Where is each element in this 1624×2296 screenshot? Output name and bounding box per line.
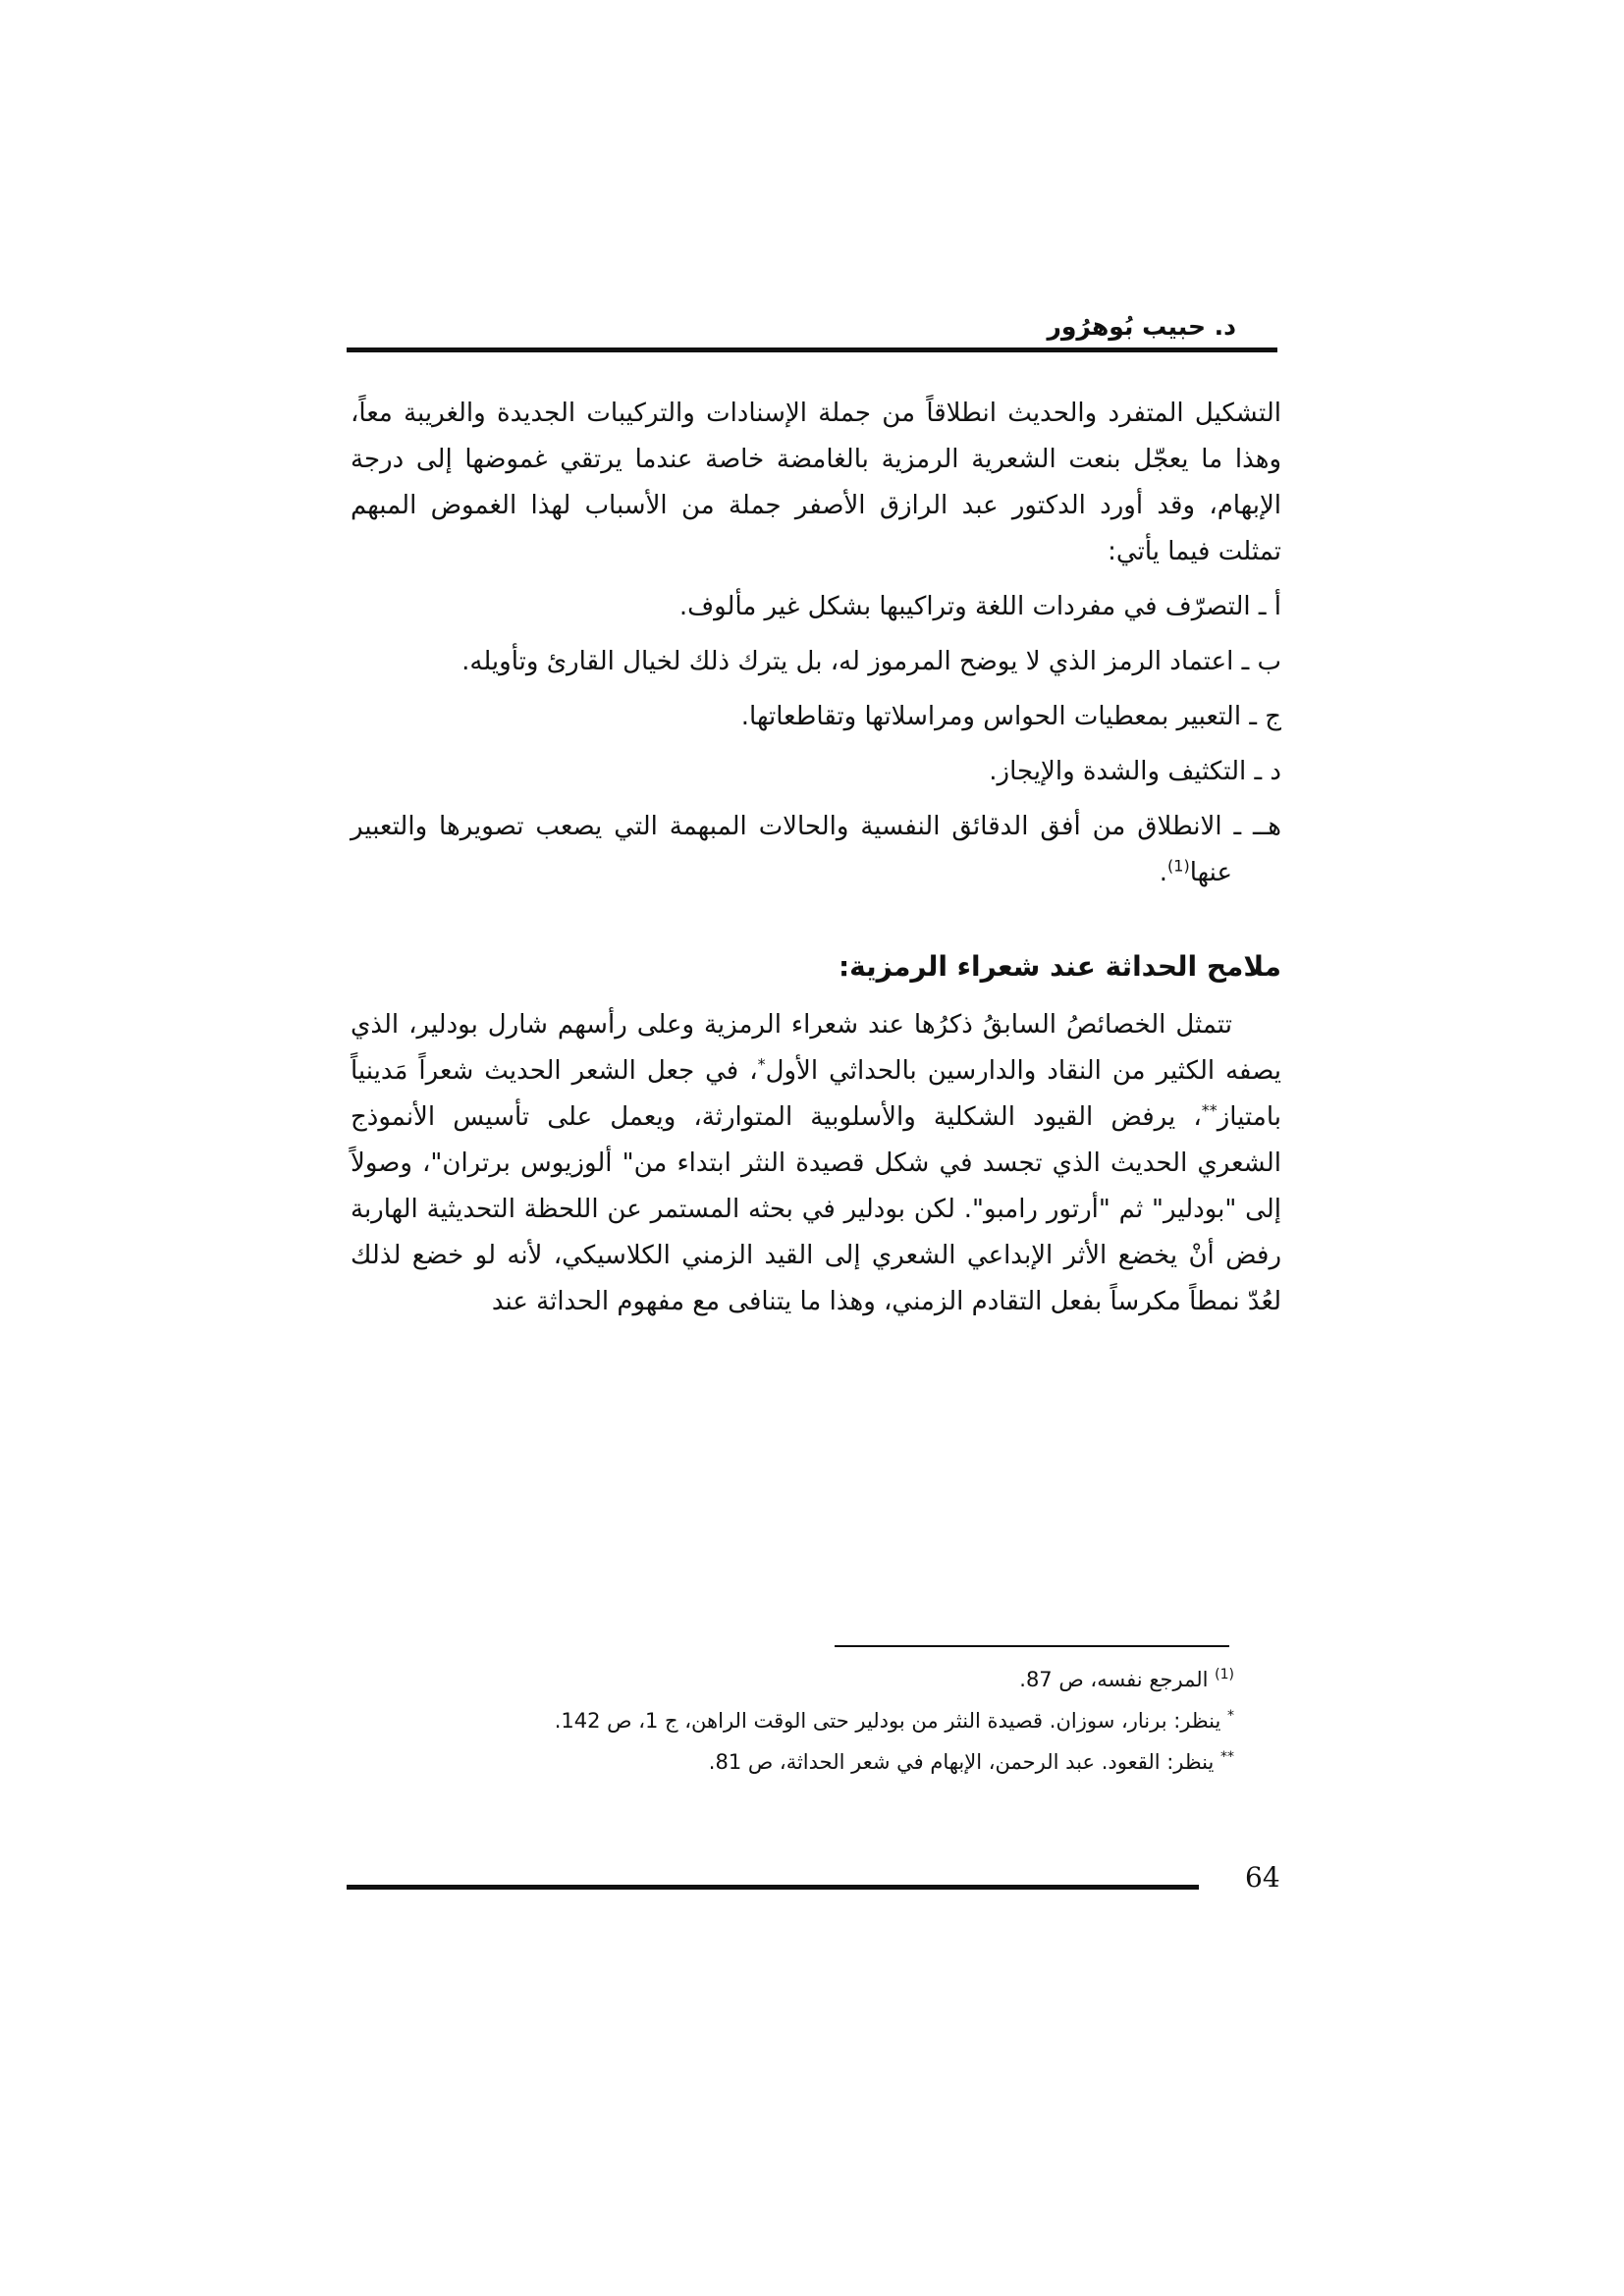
footnote	[400, 1741, 1234, 1783]
footnote-ref: *	[757, 1054, 766, 1074]
footnote-rule	[835, 1645, 1229, 1647]
list-item	[351, 804, 1281, 896]
footnote-ref: **	[1201, 1100, 1218, 1120]
intro-paragraph: التشكيل المتفرد والحديث انطلاقاً من جملة الإسنادات والتركيبات الجديدة والغريبة معاً، وهذا ما يعجّل بنعت الشعرية الرمزية بالغامضة خاصة عندما يرتقي غموضها إلى درجة الإبهام، وقد أورد الدكتور عبد الرازق الأصفر جملة من الأسباب لهذا الغموض المبهم تمثلت فيما يأتي:	[351, 399, 1281, 566]
page-number: 64	[1245, 1861, 1280, 1894]
list-item-tail: .	[1159, 858, 1168, 887]
list-item: أ ـ التصرّف في مفردات اللغة وتراكيبها بشكل غير مألوف.	[678, 592, 1281, 621]
list-item: ب ـ اعتماد الرمز الذي لا يوضح المرموز له، بل يترك ذلك لخيال القارئ وتأويله.	[461, 647, 1281, 676]
list-item-text: هــ ـ الانطلاق من أفق الدقائق النفسية والحالات المبهمة التي يصعب تصويرها والتعبير عنها	[351, 812, 1281, 887]
paragraph-text: تتمثل الخصائصُ السابقُ ذكرُها عند شعراء الرمزية وعلى رأسهم شارل بودلير، الذي يصفه الكثير من النقاد والدارسين بالحداثي الأول	[351, 1010, 1281, 1086]
footnote	[400, 1659, 1234, 1700]
footnote-mark: **	[1220, 1749, 1234, 1765]
footnote-text: ينظر: القعود. عبد الرحمن، الإبهام في شعر الحداثة، ص 81.	[708, 1750, 1215, 1774]
footer-rule	[347, 1885, 1199, 1890]
body-paragraph	[351, 1002, 1281, 1325]
footnote-text: المرجع نفسه، ص 87.	[1019, 1668, 1209, 1691]
footnotes	[400, 1659, 1234, 1783]
footnote-mark: *	[1227, 1708, 1234, 1724]
paragraph-text: ، يرفض القيود الشكلية والأسلوبية المتوارثة، ويعمل على تأسيس الأنموذج الشعري الحديث الذي تجسد في شكل قصيدة النثر ابتداء من" ألوزيوس برتران"، وصولاً إلى "بودلير" ثم "أرتور رامبو". لكن بودلير في بحثه المستمر عن اللحظة التحديثية الهاربة رفض أنْ يخضع الأثر الإبداعي الشعري إلى القيد الزمني الكلاسيكي، لأنه لو خضع لذلك لعُدّ نمطاً مكرساً بفعل التقادم الزمني، وهذا ما يتنافى مع مفهوم الحداثة عند	[351, 1102, 1281, 1316]
body-text	[351, 391, 1281, 1325]
running-header-author: د. حبيب بُوهرُور	[1047, 312, 1236, 341]
footnote-ref: (1)	[1167, 856, 1190, 876]
section-heading: ملامح الحداثة عند شعراء الرمزية:	[838, 950, 1281, 983]
footnote	[400, 1700, 1234, 1741]
footnote-mark: (1)	[1215, 1667, 1234, 1682]
paragraph-text: ، في جعل الشعر الحديث شعراً مَدينياً بامتياز	[351, 1056, 1281, 1132]
footnote-text: ينظر: برنار، سوزان. قصيدة النثر من بودلير حتى الوقت الراهن، ج 1، ص 142.	[554, 1709, 1221, 1733]
list-item: ج ـ التعبير بمعطيات الحواس ومراسلاتها وتقاطعاتها.	[740, 702, 1281, 731]
list-item: د ـ التكثيف والشدة والإيجاز.	[989, 757, 1281, 786]
header-rule	[347, 347, 1277, 352]
